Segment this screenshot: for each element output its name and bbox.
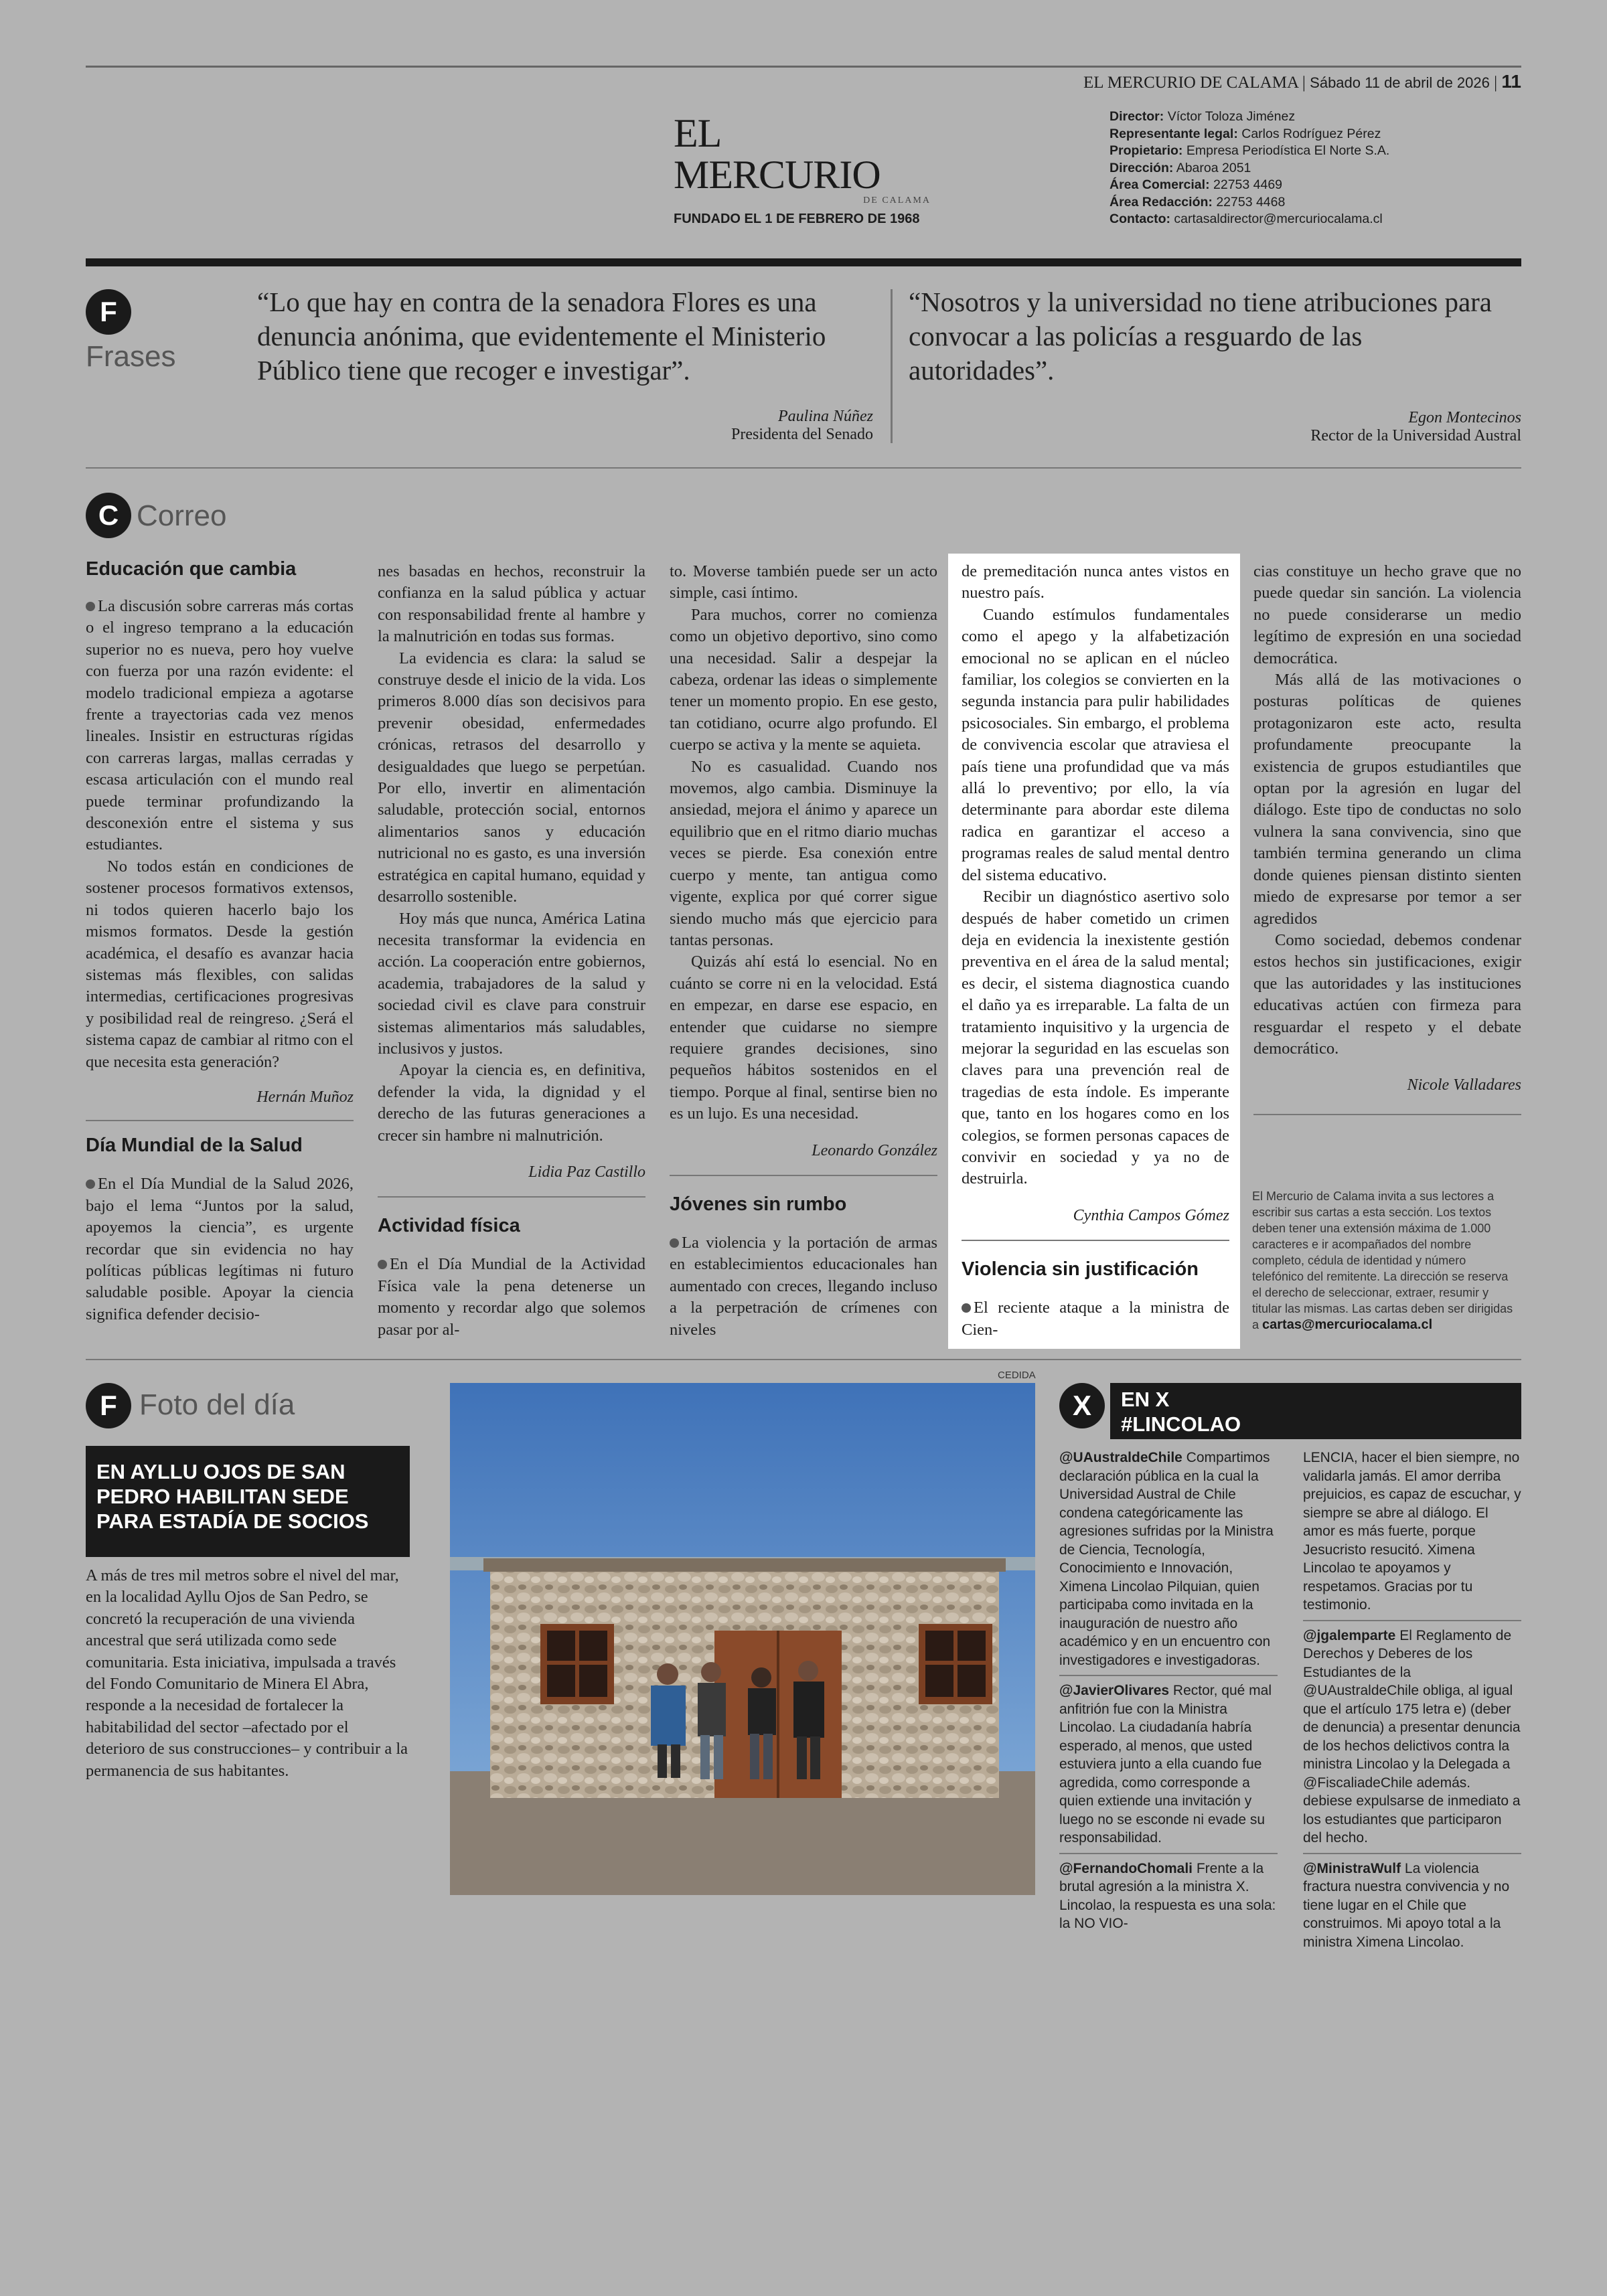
staff-value: cartasaldirector@mercuriocalama.cl	[1174, 212, 1383, 226]
staff-box	[1109, 108, 1389, 228]
letter-paragraph: Más allá de las motivaciones o posturas políticas de quienes protagonizaron este acto, resulta profundamente preocupante la existencia de grupos estudiantiles que optan por la agresión en lugar del diálogo. Este tipo de conductas no solo vulnera la sana convivencia, sino que también termina generando un clima donde quienes piensan distinto sienten miedo de expresarse por temor a ser agredidos	[1253, 671, 1521, 928]
folio-date: Sábado 11 de abril de 2026	[1310, 74, 1490, 91]
masthead-founded: FUNDADO EL 1 DE FEBRERO DE 1968	[674, 212, 920, 226]
letter-paragraph: El reciente ataque a la ministra de Cien-	[962, 1297, 1229, 1341]
x-post: @UAustraldeChile Compartimos declaración pública en la cual la Universidad Austral de Chile condena categóricamente las agresiones sufridas por la Ministra de Ciencia, Tecnología, Conocimiento e Innovación, Ximena Lincolao Pilquian, quien participaba como invitada en la inauguración de nuestro año académico y en un encuentro con investigadores e investigadoras.	[1059, 1449, 1278, 1676]
masthead	[674, 112, 935, 227]
letter-paragraph: No es casualidad. Cuando nos movemos, algo cambia. Disminuye la ansiedad, mejora el ánimo y aparece un equilibrio que en el ritmo diario muchas veces se pierde. Esa conexión entre cuerpo y mente, tan antigua como vigente, explica por qué correr sigue siendo mucho más que ejercicio para tantas personas.	[670, 757, 937, 949]
staff-value: 22753 4468	[1216, 194, 1286, 210]
correo-column-2	[378, 561, 645, 1341]
x-section-icon: X	[1059, 1383, 1105, 1428]
frase-2-role: Rector de la Universidad Austral	[1310, 427, 1521, 444]
correo-title: Correo	[137, 499, 227, 532]
frases-section-icon: F	[86, 289, 131, 335]
letter-heading: Violencia sin justificación	[962, 1258, 1199, 1281]
staff-label: Representante legal:	[1109, 126, 1238, 141]
letter-paragraph: En el Día Mundial de la Salud 2026, bajo el lema “Juntos por la salud, apoyemos la ciencia”, es urgente recordar que sin evidencia no hay políticas públicas legítimas ni futuro saludable posible. Apoyar la ciencia significa defender decisio-	[86, 1173, 354, 1325]
page-number: 11	[1501, 71, 1521, 92]
letter-paragraph: Hoy más que nunca, América Latina necesita transformar la evidencia en acción. La cooperación entre gobiernos, academia, trabajadores de la salud y sociedad civil es clave para construir sistemas alimentarios más saludables, inclusivos y justos.	[378, 909, 645, 1058]
letter-paragraph: Cuando estímulos fundamentales como el apego y la alfabetización emocional no se aplican en el núcleo familiar, los colegios se convierten en la segunda instancia para pulir habilidades psicosociales. Sin embargo, el problema de convivencia escolar que atraviesa el país tiene una profundidad que va más allá lo preventivo; por ello, la vía determinante para abordar este dilema radica en garantizar el acceso a programas reales de salud mental dentro del sistema educativo.	[962, 605, 1229, 884]
correo-section-icon: C	[86, 493, 131, 538]
enx-hashtag: #LINCOLAO	[1121, 1412, 1241, 1436]
staff-row	[1109, 126, 1389, 143]
enx-header	[1110, 1383, 1521, 1439]
enx-column-2	[1303, 1449, 1521, 1962]
staff-label: Área Redacción:	[1109, 194, 1213, 210]
folio: EL MERCURIO DE CALAMA | Sábado 11 de abril de 2026 | 11	[1083, 71, 1521, 92]
staff-value: Abaroa 2051	[1176, 160, 1251, 175]
x-handle[interactable]: @JavierOlivares	[1059, 1683, 1170, 1698]
x-handle[interactable]: @UAustraldeChile	[1059, 1450, 1182, 1465]
foto-del-dia-image	[450, 1383, 1035, 1895]
letter-paragraph: En el Día Mundial de la Actividad Física vale la pena detenerse un momento y recordar algo que solemos pasar por al-	[378, 1254, 645, 1341]
x-handle[interactable]: @MinistraWulf	[1303, 1860, 1401, 1876]
staff-label: Área Comercial:	[1109, 177, 1210, 192]
x-handle[interactable]: @jgalemparte	[1303, 1627, 1396, 1643]
frase-1-author: Paulina Núñez	[778, 408, 873, 425]
masthead-sub: DE CALAMA	[863, 195, 931, 206]
letter-paragraph: No todos están en condiciones de sostener procesos formativos extensos, ni todos quieren hacerlo bajo los mismos formatos. Desde la gestión académica, el desafío es avanzar hacia sistemas más flexibles, con salidas intermedias, certificaciones progresivas y posibilidad real de reingreso. ¿Será el sistema capaz de cambiar al ritmo con el que necesita esta generación?	[86, 857, 354, 1071]
folio-paper: EL MERCURIO DE CALAMA	[1083, 74, 1298, 92]
letter-signature: Cynthia Campos Gómez	[1073, 1206, 1229, 1224]
frase-1-text: “Lo que hay en contra de la senadora Flores es una denuncia anónima, que evidentemente el Ministerio Público tiene que recoger e investigar”.	[257, 286, 826, 386]
note-text: El Mercurio de Calama invita a sus lectores a escribir sus cartas a esta sección. Los textos deben tener una extensión máxima de 1.000 caracteres e ir acompañados del nombre completo, cédula de identidad y número telefónico del remitente. La dirección se reserva el derecho de seleccionar, extraer, resumir y titular las mismas. Las cartas deben ser dirigidas a	[1252, 1190, 1513, 1331]
letter-paragraph: nes basadas en hechos, reconstruir la confianza en la salud pública y actuar con responsabilidad frente al hambre y la malnutrición en todas sus formas.	[378, 562, 645, 646]
x-post: @jgalemparte El Reglamento de Derechos y Deberes de los Estudiantes de la @UAustraldeChile obliga, al igual que el artículo 175 letra e) (deber de denuncia) a presentar denuncia de los hechos delictivos contra la ministra Lincolao y la Delegada a @FiscaliadeChile además. debiese expulsarse de inmediato a los estudiantes que participaron del hecho.	[1303, 1627, 1521, 1854]
letter-paragraph: Para muchos, correr no comienza como un objetivo deportivo, sino como una necesidad. Salir a despejar la cabeza, ordenar las ideas o simplemente tener un momento propio. En ese gesto, tan cotidiano, ocurre algo profundo. El cuerpo se activa y la mente se aquieta.	[670, 605, 937, 754]
foto-caption: A más de tres mil metros sobre el nivel del mar, en la localidad Ayllu Ojos de San Pedro, se concretó la recuperación de una vivienda ancestral que será utilizada como sede comunitaria. Esta iniciativa, impulsada a través del Fondo Comunitario de Minera El Abra, responde a la necesidad de fortalecer la habitabilidad del sector –afectado por el deterioro de sus construcciones– y contribuir a la permanencia de sus habitantes.	[86, 1566, 408, 1780]
staff-value: Carlos Rodríguez Pérez	[1241, 126, 1381, 141]
staff-value: Empresa Periodística El Norte S.A.	[1186, 143, 1390, 158]
letter-paragraph: Quizás ahí está lo esencial. No en cuánto se corre ni en la velocidad. Está en empezar, en darse ese espacio, en entender que cuidarse no siempre requiere grandes decisiones, sino pequeños hábitos sostenidos en el tiempo. Porque al final, sentirse bien no es un lujo. Es una necesidad.	[670, 953, 937, 1123]
note-email[interactable]: cartas@mercuriocalama.cl	[1262, 1317, 1433, 1332]
correo-column-5	[1253, 561, 1521, 1115]
correo-column-3	[670, 561, 937, 1341]
letter-paragraph: La discusión sobre carreras más cortas o el ingreso temprano a la educación superior no es nueva, pero hoy vuelve con fuerza por una razón evidente: el modelo tradicional empieza a agotarse frente a trayectorias cada vez menos lineales. Insistir en estructuras rígidas con carreras largas, mallas cerradas y escasa articulación con el mundo real puede terminar profundizando la desconexión entre el sistema y sus estudiantes.	[86, 596, 354, 856]
frases-title: Frases	[86, 340, 176, 373]
section-rule	[86, 1359, 1521, 1360]
letter-paragraph: cias constituye un hecho grave que no puede quedar sin sanción. La violencia no puede considerarse un medio legítimo de expresión en una sociedad democrática.	[1253, 562, 1521, 667]
letter-signature: Hernán Muñoz	[256, 1088, 354, 1106]
staff-label: Dirección:	[1109, 160, 1174, 175]
letter-signature: Lidia Paz Castillo	[528, 1163, 645, 1181]
foto-title: Foto del día	[139, 1388, 295, 1421]
letter-paragraph: Como sociedad, debemos condenar estos hechos sin justificaciones, exigir que las autoridades y las instituciones educativas actúen con firmeza para resguardar el respeto y el debate democrático.	[1253, 930, 1521, 1058]
frase-2	[909, 285, 1521, 445]
letter-heading: Educación que cambia	[86, 558, 297, 580]
frase-1	[257, 285, 873, 444]
roof	[483, 1558, 1006, 1572]
letter-paragraph: de premeditación nunca antes vistos en nuestro país.	[962, 562, 1229, 602]
letter-paragraph: La evidencia es clara: la salud se construye desde el inicio de la vida. Los primeros 8.000 días son decisivos para prevenir obesidad, enfermedades crónicas, retrasos del desarrollo y desigualdades que luego se perpetúan. Por ello, invertir en alimentación saludable, protección social, entornos alimentarios sanos y educación nutricional no es gasto, es una inversión estratégica en capital humano, equidad y desarrollo sostenible.	[378, 649, 645, 906]
top-rule	[86, 66, 1521, 68]
header-thick-rule	[86, 258, 1521, 266]
staff-row	[1109, 160, 1389, 177]
staff-row	[1109, 194, 1389, 212]
photo-credit: CEDIDA	[998, 1370, 1036, 1381]
staff-row	[1109, 143, 1389, 160]
masthead-logo: EL MERCURIO	[674, 111, 881, 197]
letter-paragraph: to. Moverse también puede ser un acto simple, casi íntimo.	[670, 562, 937, 602]
letter-signature: Leonardo González	[812, 1141, 937, 1159]
foto-headline: EN AYLLU OJOS DE SAN PEDRO HABILITAN SEDE PARA ESTADÍA DE SOCIOS	[86, 1446, 410, 1557]
frases-bottom-rule	[86, 467, 1521, 469]
staff-row	[1109, 177, 1389, 194]
letter-paragraph: La violencia y la portación de armas en establecimientos educacionales han aumentado con creces, llegando incluso a la perpetración de crímenes con niveles	[670, 1232, 937, 1341]
x-handle[interactable]: @FernandoChomali	[1059, 1860, 1193, 1876]
x-post: @MinistraWulf La violencia fractura nuestra convivencia y no tiene lugar en el Chile que construimos. Mi apoyo total a la ministra Ximena Lincolao.	[1303, 1860, 1510, 1950]
staff-value: 22753 4469	[1213, 177, 1283, 192]
staff-row	[1109, 211, 1389, 228]
frase-2-author: Egon Montecinos	[1408, 409, 1521, 426]
staff-label: Propietario:	[1109, 143, 1183, 158]
x-post: @FernandoChomali Frente a la brutal agresión a la ministra X. Lincolao, la respuesta es una sola: la NO VIO-	[1059, 1860, 1276, 1931]
staff-label: Director:	[1109, 109, 1164, 124]
x-post: @JavierOlivares Rector, qué mal anfitrión fue con la Ministra Lincolao. La ciudadanía habría esperado, al menos, que usted estuviera junto a ella cuando fue agredida, como corresponde a quien extiende una invitación y luego no se esconde ni evade su responsabilidad.	[1059, 1682, 1278, 1854]
correo-column-4	[962, 561, 1229, 1341]
correo-column-1	[86, 557, 354, 1325]
letter-heading: Día Mundial de la Salud	[86, 1135, 303, 1157]
letter-paragraph: Recibir un diagnóstico asertivo solo después de haber cometido un crimen deja en evidencia la inexistente gestión preventiva en el área de la salud mental; es decir, el sistema diagnostica cuando el daño ya es irreparable. La falta de un tratamiento inquisitivo y la urgencia de mejorar la seguridad en las escuelas son claves para una prevención real de tragedias de esta índole. Es imperante que, tanto en los hogares como en los colegios, se formen personas capaces de convivir en sociedad y ya no de destruirla.	[962, 888, 1229, 1188]
letter-heading: Actividad física	[378, 1215, 520, 1237]
divider	[1253, 1114, 1521, 1115]
letter-paragraph: Apoyar la ciencia es, en definitiva, defender la vida, la dignidad y el derecho de las futuras generaciones a crecer sin hambre ni malnutrición.	[378, 1061, 645, 1145]
enx-title: EN X	[1121, 1388, 1170, 1411]
frase-2-text: “Nosotros y la universidad no tiene atribuciones para convocar a las policías a resguardo de las autoridades”.	[909, 286, 1492, 386]
staff-row	[1109, 108, 1389, 126]
staff-label: Contacto:	[1109, 212, 1170, 226]
x-post: LENCIA, hacer el bien siempre, no validarla jamás. El amor derriba prejuicios, es capaz de escuchar, y siempre se abre al diálogo. El amor es más fuerte, porque Jesucristo resucitó. Ximena Lincolao te apoyamos y respetamos. Gracias por tu testimonio.	[1303, 1449, 1521, 1621]
staff-value: Víctor Toloza Jiménez	[1167, 109, 1296, 124]
enx-column-1	[1059, 1449, 1278, 1944]
foto-section-icon: F	[86, 1383, 131, 1428]
letter-signature: Nicole Valladares	[1407, 1076, 1521, 1094]
frases-divider	[891, 289, 893, 443]
letter-heading: Jóvenes sin rumbo	[670, 1193, 847, 1215]
letters-submission-note	[1252, 1188, 1520, 1333]
frase-1-role: Presidenta del Senado	[731, 426, 873, 443]
